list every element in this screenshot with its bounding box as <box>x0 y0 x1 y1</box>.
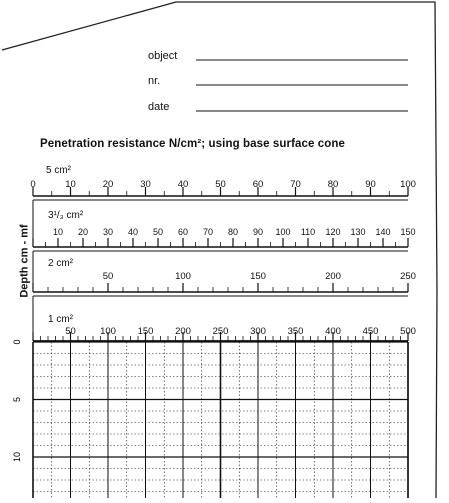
tick-label: 250 <box>400 271 416 282</box>
object-field-label: object <box>148 50 178 62</box>
tick-label: 150 <box>137 326 154 337</box>
date-field-label: date <box>148 101 170 113</box>
depth-tick-label: 10 <box>12 451 22 463</box>
depth-tick-label: 5 <box>12 396 22 403</box>
tick-label: 90 <box>365 179 376 190</box>
tick-label: 250 <box>212 326 229 337</box>
tick-label: 80 <box>227 227 238 237</box>
tick-label: 40 <box>177 179 189 190</box>
tick-label: 40 <box>127 227 138 237</box>
tick-label: 140 <box>375 227 391 237</box>
chart-title: Penetration resistance N/cm²; using base surface cone <box>40 138 346 150</box>
tick-label: 300 <box>250 326 266 337</box>
cone-3-label: 3¹/₃ cm² <box>48 210 84 221</box>
tick-label: 50 <box>152 227 163 237</box>
tick-label: 100 <box>275 227 291 237</box>
tick-label: 120 <box>325 227 341 237</box>
tick-label: 200 <box>175 326 191 337</box>
depth-axis-label: Depth cm - mf <box>18 224 31 298</box>
tick-label: 20 <box>102 179 114 190</box>
tick-label: 50 <box>65 326 76 337</box>
tick-label: 30 <box>102 227 113 237</box>
nr-field-label: nr. <box>148 75 161 87</box>
cone-5-label: 5 cm² <box>46 165 71 176</box>
tick-label: 130 <box>350 227 366 237</box>
tick-label: 10 <box>52 227 63 237</box>
tick-label: 150 <box>400 227 416 237</box>
tick-label: 60 <box>177 227 188 237</box>
tick-label: 100 <box>400 179 416 190</box>
depth-tick-label: 0 <box>12 339 22 345</box>
tick-label: 70 <box>202 227 213 237</box>
tick-label: 20 <box>77 227 88 237</box>
tick-label: 200 <box>325 271 341 282</box>
tick-label: 500 <box>400 326 416 337</box>
tick-label: 100 <box>175 271 191 282</box>
cone-1-label: 1 cm² <box>48 314 73 325</box>
page-edge <box>2 2 437 498</box>
tick-label: 50 <box>215 179 226 190</box>
cone-2-label: 2 cm² <box>48 258 73 269</box>
tick-label: 10 <box>65 179 76 190</box>
tick-label: 110 <box>300 227 316 237</box>
tick-label: 450 <box>362 326 379 337</box>
tick-label: 90 <box>252 227 263 237</box>
tick-label: 30 <box>140 179 151 190</box>
tick-label: 150 <box>250 271 266 282</box>
tick-label: 80 <box>327 179 339 190</box>
tick-label: 0 <box>30 179 36 190</box>
tick-label: 100 <box>100 326 116 337</box>
tick-label: 50 <box>102 271 114 282</box>
tick-label: 350 <box>287 326 304 337</box>
tick-label: 400 <box>325 326 341 337</box>
tick-label: 70 <box>290 179 301 190</box>
tick-label: 60 <box>252 179 264 190</box>
